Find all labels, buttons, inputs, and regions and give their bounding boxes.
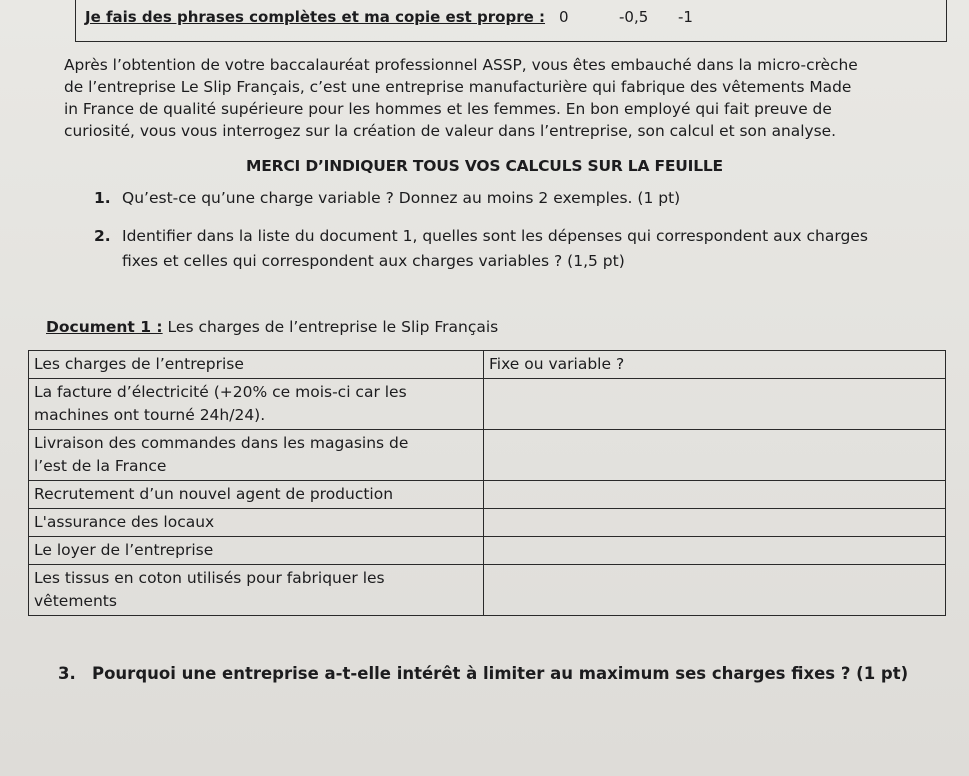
charge-line: Recrutement d’un nouvel agent de production [34,485,394,503]
question-text: fixes et celles qui correspondent aux charges variables ? (1,5 pt) [122,252,625,270]
charge-line: L'assurance des locaux [34,513,215,531]
question-1 [94,186,680,211]
question-number: 3. [58,664,76,683]
table-row [29,537,946,565]
question-text: Identifier dans la liste du document 1, quelles sont les dépenses qui correspondent aux charges [122,227,868,245]
document-caption: Les charges de l’entreprise le Slip Français [162,318,499,336]
intro-line: in France de qualité supérieure pour les hommes et les femmes. En bon employé qui fait preuve de [64,100,832,118]
intro-line: de l’entreprise Le Slip Français, c’est une entreprise manufacturière qui fabrique des vêtements Made [64,78,852,96]
table-row [29,379,946,430]
charge-cell [29,509,484,537]
question-2 [94,224,868,274]
answer-cell[interactable] [484,565,946,616]
score-option-0: 0 [559,8,569,26]
charge-cell [29,565,484,616]
charge-cell [29,379,484,430]
charge-line: l’est de la France [34,457,167,475]
table-row [29,565,946,616]
charge-line: Les tissus en coton utilisés pour fabriquer les [34,569,385,587]
answer-cell[interactable] [484,430,946,481]
answer-cell[interactable] [484,509,946,537]
answer-cell[interactable] [484,537,946,565]
question-text: Qu’est-ce qu’une charge variable ? Donnez au moins 2 exemples. (1 pt) [122,189,681,207]
answer-cell[interactable] [484,481,946,509]
charge-cell [29,481,484,509]
intro-line: curiosité, vous vous interrogez sur la création de valeur dans l’entreprise, son calcul et son analyse. [64,122,836,140]
question-3 [58,664,908,683]
answer-cell[interactable] [484,379,946,430]
intro-paragraph [64,54,914,142]
score-option-minus-one: -1 [678,8,693,26]
table-row [29,430,946,481]
table-row [29,481,946,509]
document-label: Document 1 : [46,318,163,336]
table-row [29,509,946,537]
question-number: 1. [94,189,111,207]
score-option-minus-half: -0,5 [619,8,649,26]
charge-line: vêtements [34,592,117,610]
calculation-notice: MERCI D’INDIQUER TOUS VOS CALCULS SUR LA FEUILLE [246,157,723,175]
document-title [46,318,498,336]
column-header-type: Fixe ou variable ? [484,351,946,379]
charge-cell [29,537,484,565]
charge-cell [29,430,484,481]
charge-line: La facture d’électricité (+20% ce mois-ci car les [34,383,407,401]
table-header-row [29,351,946,379]
charge-line: machines ont tourné 24h/24). [34,406,266,424]
intro-line: Après l’obtention de votre baccalauréat professionnel ASSP, vous êtes embauché dans la micro-crèche [64,56,858,74]
question-text: Pourquoi une entreprise a-t-elle intérêt à limiter au maximum ses charges fixes ? (1 pt) [92,664,909,683]
charges-table [28,350,946,616]
grading-label: Je fais des phrases complètes et ma copie est propre : [85,8,546,26]
charge-line: Livraison des commandes dans les magasins de [34,434,409,452]
question-number: 2. [94,227,111,245]
column-header-charges: Les charges de l’entreprise [29,351,484,379]
charge-line: Le loyer de l’entreprise [34,541,214,559]
